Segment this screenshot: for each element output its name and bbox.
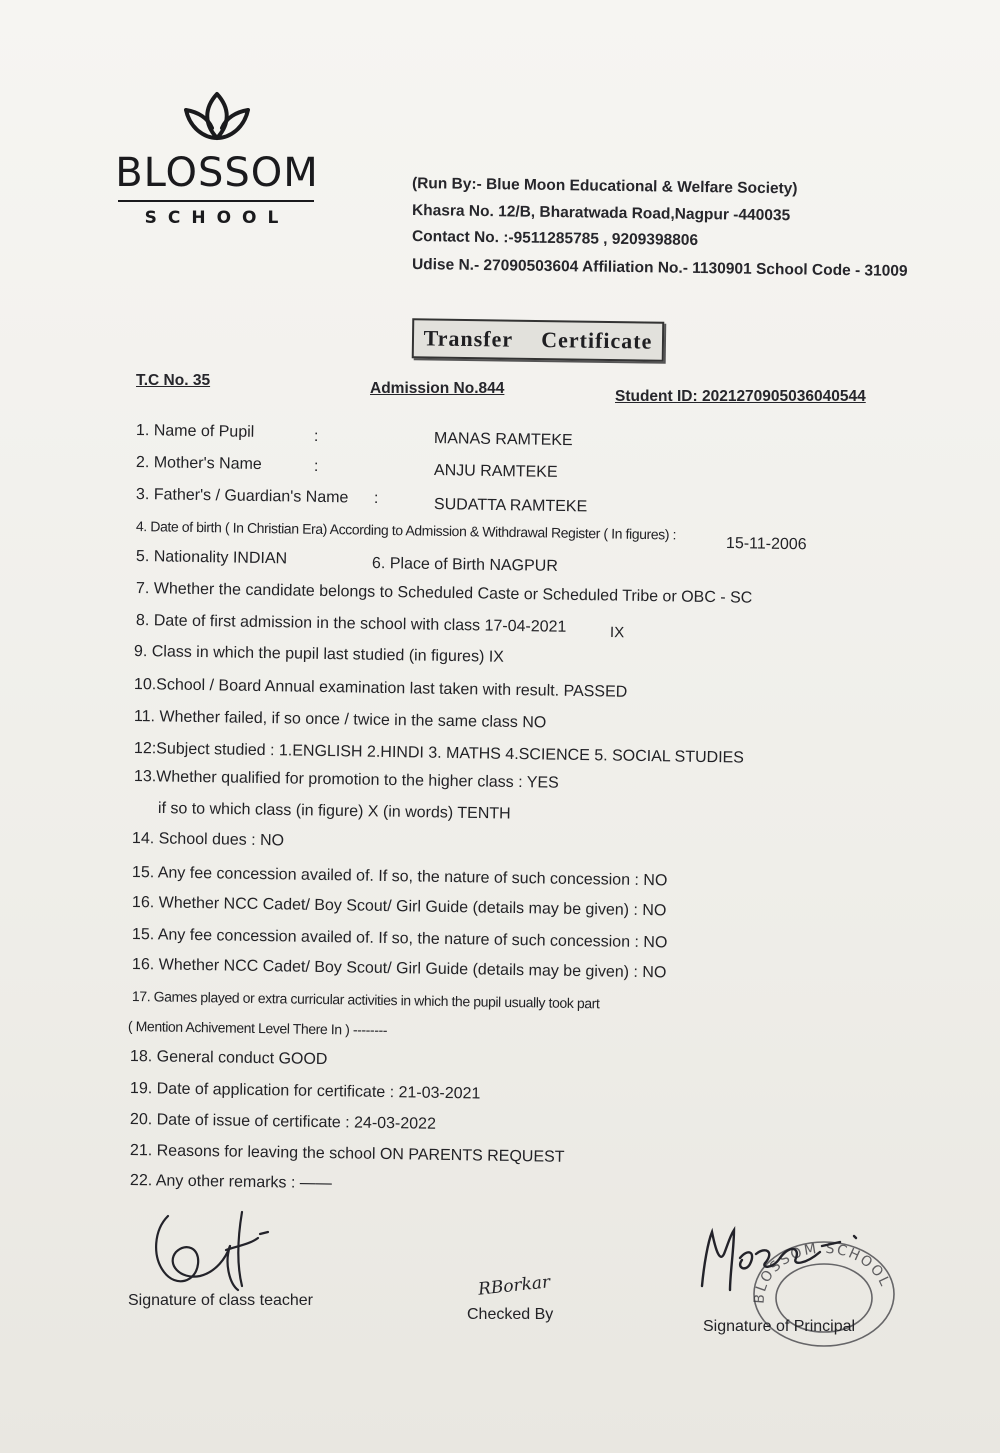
field-failed: 11. Whether failed, if so once / twice in the same class NO (133, 708, 547, 732)
field-first-admission: 8. Date of first admission in the school with class 17-04-2021 (135, 612, 567, 636)
checked-by-label: Checked By (467, 1306, 554, 1323)
field-other-remarks: 22. Any other remarks : —— (129, 1172, 332, 1193)
school-logo (112, 88, 322, 238)
principal-signature-label: Signature of Principal (703, 1318, 856, 1335)
field-date-of-birth-value: 15-11-2006 (725, 535, 807, 554)
field-name-of-pupil-label: 1. Name of Pupil (135, 422, 255, 441)
field-leaving-reason: 21. Reasons for leaving the school ON PARENTS REQUEST (129, 1142, 565, 1166)
field-application-date: 19. Date of application for certificate : 21-03-2021 (129, 1080, 481, 1103)
field-last-class: 9. Class in which the pupil last studied (in figures) IX (133, 643, 505, 666)
header-codes: Udise N.- 27090503604 Affiliation No.- 1130901 School Code - 31009 (411, 256, 908, 280)
seal-text: BLOSSOM SCHOOL (751, 1240, 894, 1305)
field-name-of-pupil-value: MANAS RAMTEKE (433, 430, 573, 450)
lotus-icon (174, 88, 260, 148)
field-colon: : (373, 490, 379, 508)
field-nationality: 5. Nationality INDIAN (135, 548, 288, 568)
field-fee-concession: 15. Any fee concession availed of. If so, the nature of such concession : NO (131, 864, 668, 890)
field-ncc-scout-repeat: 16. Whether NCC Cadet/ Boy Scout/ Girl Guide (details may be given) : NO (131, 956, 667, 982)
field-caste-category: 7. Whether the candidate belongs to Scheduled Caste or Scheduled Tribe or OBC - SC (135, 580, 753, 607)
field-date-of-birth: 4. Date of birth ( In Christian Era) According to Admission & Withdrawal Register ( In figures) : (135, 518, 677, 543)
principal-signature (690, 1218, 880, 1298)
field-promotion-class: if so to which class (in figure) X (in words) TENTH (157, 800, 511, 823)
field-place-of-birth: 6. Place of Birth NAGPUR (371, 555, 558, 575)
field-exam-result: 10.School / Board Annual examination last taken with result. PASSED (133, 676, 628, 701)
field-mothers-name-label: 2. Mother's Name (135, 454, 262, 473)
field-issue-date: 20. Date of issue of certificate : 24-03-2022 (129, 1111, 437, 1133)
field-mothers-name-value: ANJU RAMTEKE (433, 462, 558, 481)
student-id: Student ID: 2021270905036040544 (615, 388, 866, 405)
field-colon: : (313, 458, 319, 476)
logo-divider (118, 200, 314, 202)
certificate-title: Transfer Certificate (412, 318, 665, 362)
field-promotion: 13.Whether qualified for promotion to the higher class : YES (133, 768, 559, 792)
header-run-by: (Run By:- Blue Moon Educational & Welfare Society) (411, 175, 798, 198)
field-general-conduct: 18. General conduct GOOD (129, 1048, 328, 1069)
class-teacher-signature (146, 1206, 276, 1298)
field-fathers-name-label: 3. Father's / Guardian's Name (135, 486, 349, 507)
field-achievement-level: ( Mention Achivement Level There In ) -------- (127, 1018, 388, 1039)
field-colon: : (313, 428, 319, 446)
field-first-admission-class-mark: IX (609, 624, 625, 642)
field-fathers-name-value: SUDATTA RAMTEKE (433, 496, 588, 516)
header-contact: Contact No. :-9511285785 , 9209398806 (411, 228, 699, 249)
field-extracurricular: 17. Games played or extra curricular activities in which the pupil usually took part (131, 988, 600, 1012)
school-brand-name: BLOSSOM (115, 150, 319, 196)
header-address: Khasra No. 12/B, Bharatwada Road,Nagpur -440035 (411, 202, 791, 225)
school-wordmark: SCHOOL (144, 208, 290, 228)
field-subjects: 12:Subject studied : 1.ENGLISH 2.HINDI 3. MATHS 4.SCIENCE 5. SOCIAL STUDIES (133, 740, 745, 767)
class-teacher-signature-label: Signature of class teacher (128, 1292, 313, 1309)
field-school-dues: 14. School dues : NO (131, 830, 285, 850)
checked-by-signature: RBorkar (477, 1272, 552, 1300)
field-fee-concession-repeat: 15. Any fee concession availed of. If so, the nature of such concession : NO (131, 926, 668, 952)
field-ncc-scout: 16. Whether NCC Cadet/ Boy Scout/ Girl Guide (details may be given) : NO (131, 894, 667, 920)
tc-number: T.C No. 35 (136, 372, 211, 389)
admission-number: Admission No.844 (370, 380, 505, 397)
